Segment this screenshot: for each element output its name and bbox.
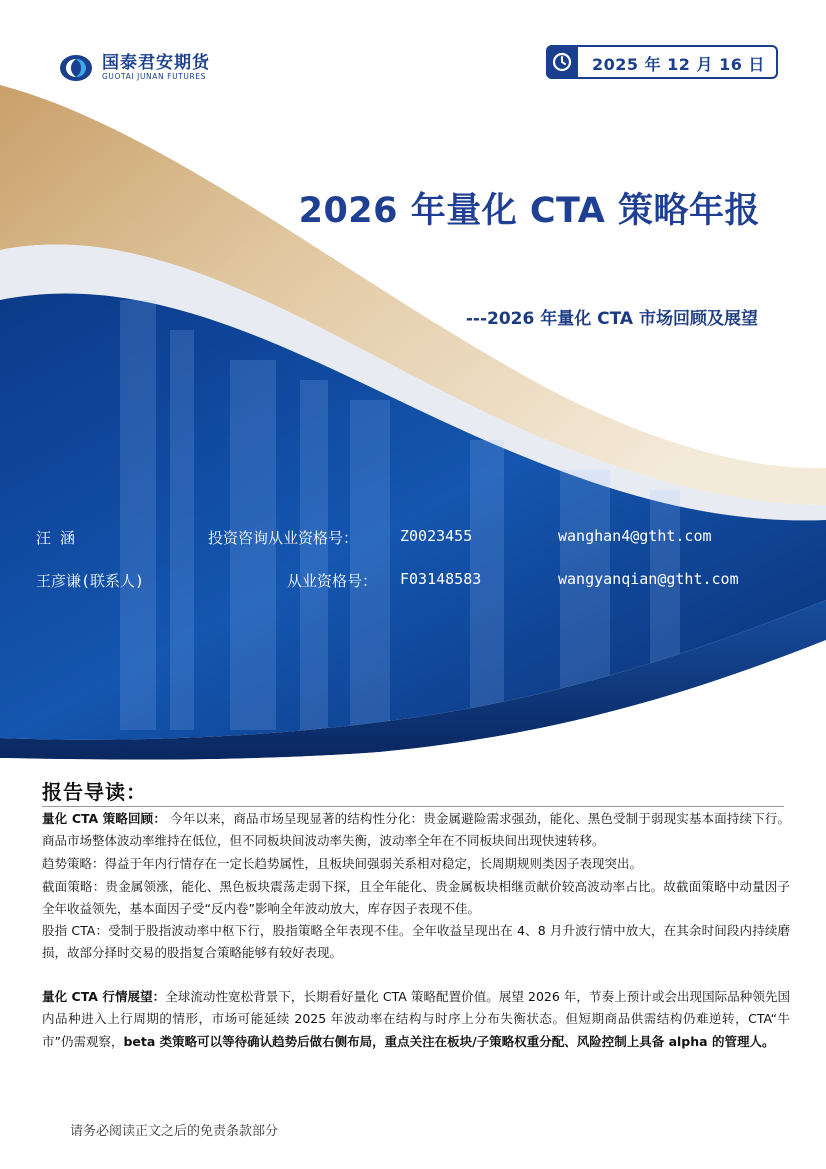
company-logo: [58, 54, 210, 82]
report-date-box: [546, 45, 778, 79]
index-cta-paragraph: 股指 CTA：受制于股指波动率中枢下行，股指策略全年表现不佳。全年收益呈现出在 4、8 月升波行情中放大，在其余时间段内持续磨损，故部分择时交易的股指复合策略能够有较好表现。: [42, 923, 790, 961]
author-email[interactable]: wangyanqian@gtht.com: [558, 570, 739, 588]
logo-mark-icon: [58, 54, 94, 82]
guide-heading: 报告导读：: [42, 780, 147, 804]
outlook-highlight: beta 类策略可以等待确认趋势后做右侧布局，重点关注在板块/子策略权重分配、风险控制上具备 alpha 的管理人。: [123, 1033, 775, 1049]
author-cert-label: 投资咨询从业资格号：: [208, 529, 359, 547]
author-cert-no: F03148583: [400, 570, 482, 588]
review-label: 量化 CTA 策略回顾：: [42, 811, 166, 826]
outlook-label: 量化 CTA 行情展望：: [42, 989, 166, 1004]
report-subtitle: ---2026 年量化 CTA 市场回顾及展望: [465, 309, 758, 329]
trend-paragraph: 趋势策略：得益于年内行情存在一定长趋势属性，且板块间强弱关系相对稳定，长周期规则类因子表现突出。: [42, 856, 643, 871]
logo-name-cn: 国泰君安期货: [102, 53, 210, 73]
guide-divider: [42, 806, 784, 807]
review-intro: 今年以来，商品市场呈现显著的结构性分化：贵金属避险需求强劲，能化、黑色受制于弱现实基本面持续下行。商品市场整体波动率维持在低位，但不同板块间波动率失衡，波动率全年在不同板块间出现快速转移。: [42, 811, 790, 849]
author-cert-no: Z0023455: [400, 527, 473, 545]
author-email[interactable]: wanghan4@gtht.com: [558, 527, 712, 545]
author-name: 王彦谦(联系人): [36, 572, 145, 590]
review-paragraph: [42, 808, 790, 853]
author-name: 汪 涵: [36, 529, 76, 547]
logo-name-en: GUOTAI JUNAN FUTURES: [102, 72, 206, 81]
author-cert-label: 从业资格号：: [287, 572, 378, 590]
report-title: 2026 年量化 CTA 策略年报: [298, 191, 760, 231]
disclaimer-note: 请务必阅读正文之后的免责条款部分: [70, 1124, 279, 1139]
clock-icon: [546, 45, 578, 79]
outlook-text: 全球流动性宽松背景下，长期看好量化 CTA 策略配置价值。展望 2026 年，节奏上预计或会出现国际品种领先国内品种进入上行周期的情形，市场可能延续 2025 年波动率在结构与时序上分布失衡状态。但短期商品供需结构仍难逆转，CTA“牛市”仍需观察，: [42, 989, 791, 1049]
outlook-paragraph: [42, 986, 790, 1053]
cross-section-paragraph: 截面策略：贵金属领涨，能化、黑色板块震荡走弱下探，且全年能化、贵金属板块相继贡献价较高波动率占比。故截面策略中动量因子全年收益领先，基本面因子受“反内卷”影响全年波动放大，库存因子表现不佳。: [42, 879, 790, 917]
report-date: 2025 年 12 月 16 日: [592, 55, 765, 74]
